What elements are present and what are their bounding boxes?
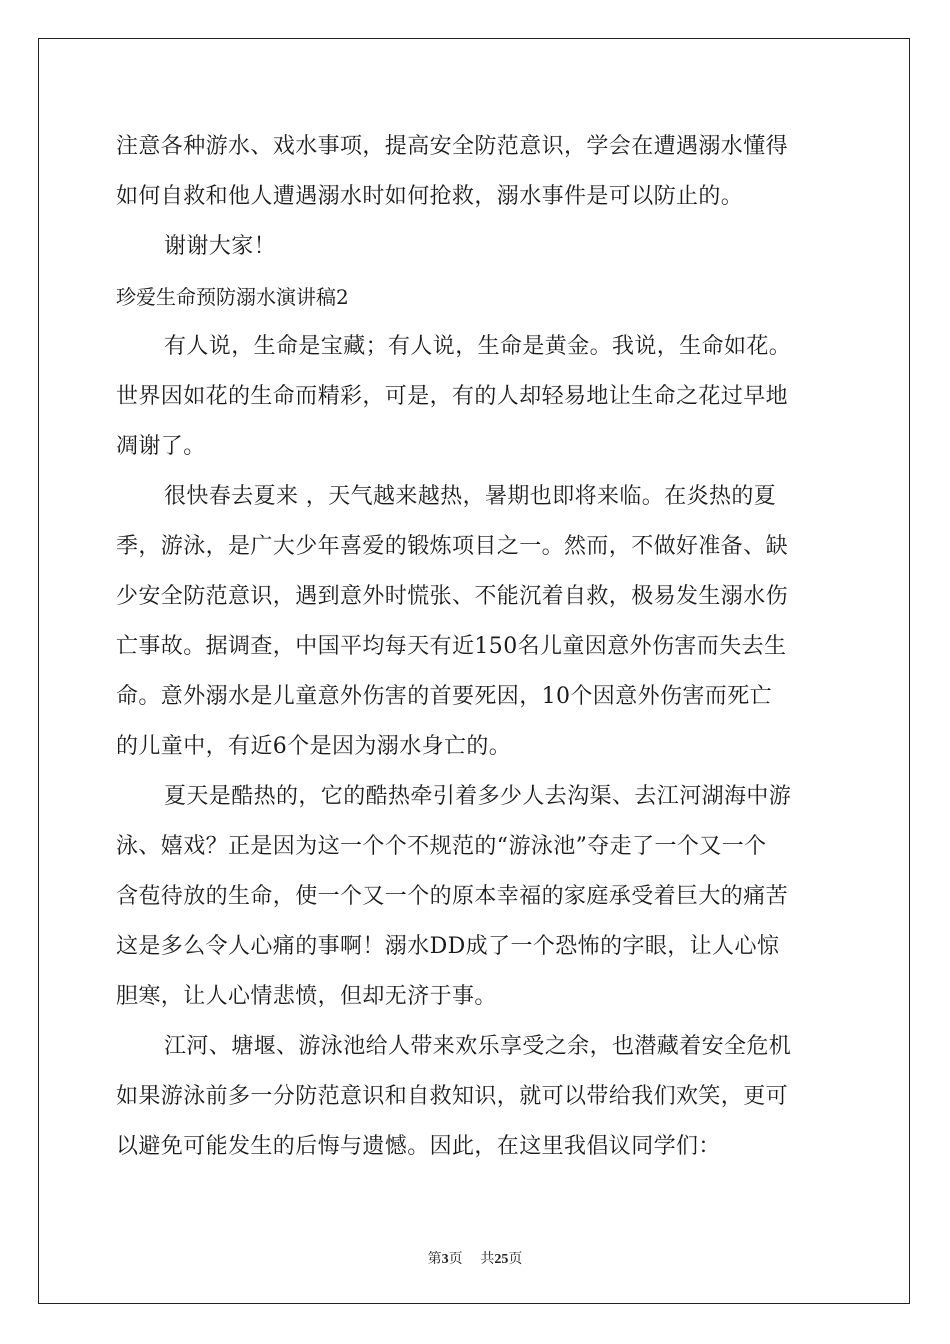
- text-line: 这是多么令人心痛的事啊！溺水DD成了一个恐怖的字眼，让人心惊: [116, 934, 780, 959]
- page-prefix: 第: [427, 1251, 442, 1267]
- text-line: 很快春去夏来 ，天气越来越热，暑期也即将来临。在炎热的夏: [164, 484, 777, 509]
- page-footer: [0, 1248, 950, 1268]
- section-heading: 珍爱生命预防溺水演讲稿2: [116, 285, 349, 309]
- text-line: 泳、嬉戏？正是因为这一个个不规范的“游泳池”夺走了一个又一个: [116, 834, 767, 859]
- text-line: 季，游泳，是广大少年喜爱的锻炼项目之一。然而，不做好准备、缺: [116, 534, 789, 559]
- text-line: 世界因如花的生命而精彩，可是，有的人却轻易地让生命之花过早地: [116, 384, 789, 409]
- page-number: 3: [441, 1252, 449, 1267]
- document-body: [116, 122, 838, 1172]
- text-line: 亡事故。据调查，中国平均每天有近150名儿童因意外伤害而失去生: [116, 634, 787, 659]
- total-prefix: 共: [480, 1251, 495, 1267]
- text-line: 少安全防范意识，遇到意外时慌张、不能沉着自救，极易发生溺水伤: [116, 584, 789, 609]
- text-line: 如何自救和他人遭遇溺水时如何抢救，溺水事件是可以防止的。: [116, 184, 744, 209]
- text-line: 有人说，生命是宝藏；有人说，生命是黄金。我说，生命如花。: [164, 334, 792, 359]
- total-pages: 25: [494, 1252, 509, 1267]
- text-line: 胆寒，让人心情悲愤，但却无济于事。: [116, 984, 497, 1009]
- text-line: 以避免可能发生的后悔与遗憾。因此，在这里我倡议同学们：: [116, 1134, 721, 1159]
- total-suffix: 页: [508, 1251, 523, 1267]
- text-line: 如果游泳前多一分防范意识和自救知识，就可以带给我们欢笑，更可: [116, 1084, 789, 1109]
- text-line: 江河、塘堰、游泳池给人带来欢乐享受之余，也潜藏着安全危机: [164, 1034, 792, 1059]
- text-line: 含苞待放的生命，使一个又一个的原本幸福的家庭承受着巨大的痛苦: [116, 884, 789, 909]
- text-line: 凋谢了。: [116, 434, 206, 459]
- closing-line: 谢谢大家！: [164, 234, 277, 259]
- page-suffix: 页: [448, 1251, 463, 1267]
- text-line: 夏天是酷热的，它的酷热牵引着多少人去沟渠、去江河湖海中游: [164, 784, 792, 809]
- text-line: 命。意外溺水是儿童意外伤害的首要死因，10个因意外伤害而死亡: [116, 684, 772, 709]
- text-line: 注意各种游水、戏水事项，提高安全防范意识，学会在遭遇溺水懂得: [116, 134, 789, 159]
- text-line: 的儿童中，有近6个是因为溺水身亡的。: [116, 734, 512, 759]
